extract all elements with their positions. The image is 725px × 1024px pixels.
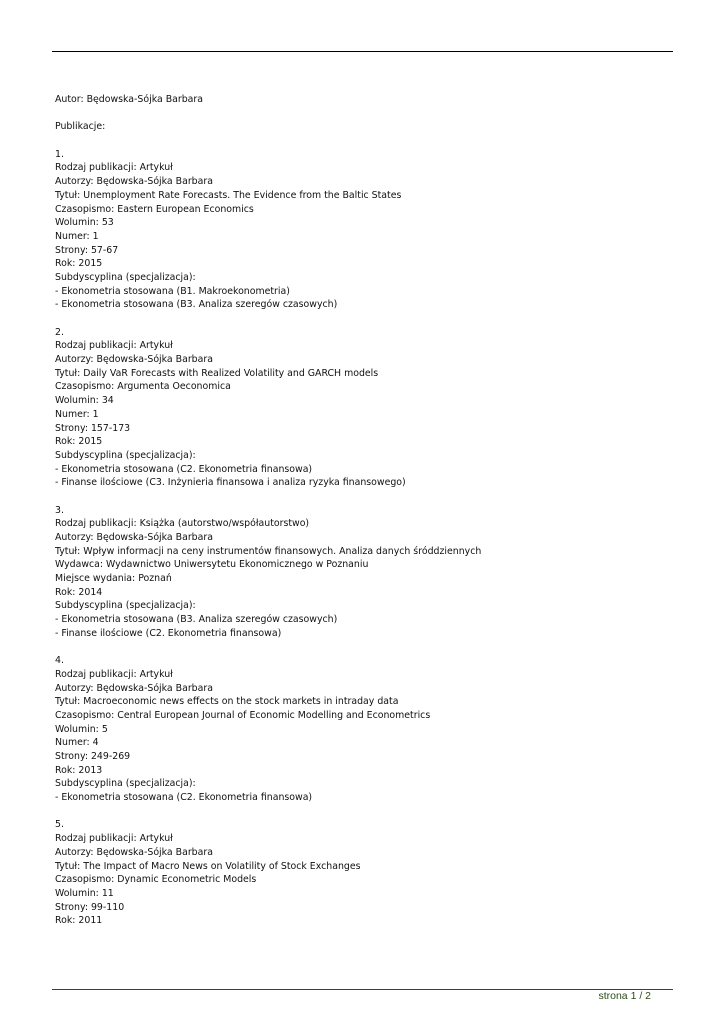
publication-field: Strony: 249-269 (55, 751, 131, 762)
publication-field: Autorzy: Będowska-Sójka Barbara (55, 176, 213, 188)
page-number: strona 1 / 2 (598, 990, 651, 1002)
publication-list (55, 148, 695, 928)
publication-field: Czasopismo: Eastern European Economics (55, 203, 254, 215)
publication-field: Numer: 4 (55, 737, 99, 749)
publication-field: Rodzaj publikacji: Książka (autorstwo/współautorstwo) (55, 518, 310, 530)
publication-field: Tytuł: Macroeconomic news effects on the stock markets in intraday data (55, 696, 399, 708)
publication-number: 2. (55, 326, 64, 338)
publication-field: Subdyscyplina (specjalizacja): (55, 600, 196, 612)
publication-number: 5. (55, 819, 64, 831)
publication-field: Rok: 2013 (55, 764, 103, 776)
publications-heading: Publikacje: (55, 121, 106, 133)
publication-field: Autorzy: Będowska-Sójka Barbara (55, 846, 213, 858)
publication-field: Tytuł: The Impact of Macro News on Volatility of Stock Exchanges (55, 860, 361, 872)
publication-field: Rok: 2015 (55, 258, 103, 270)
publication-field: Numer: 1 (55, 230, 99, 242)
publication-field: Rodzaj publikacji: Artykuł (55, 162, 173, 174)
header-rule (52, 51, 673, 52)
publication-field: - Finanse ilościowe (C2. Ekonometria finansowa) (55, 627, 282, 639)
publication-field: Numer: 1 (55, 408, 99, 420)
publication-field: Autorzy: Będowska-Sójka Barbara (55, 532, 213, 543)
publication-entry (55, 148, 695, 326)
publication-field: Autorzy: Będowska-Sójka Barbara (55, 354, 213, 366)
publication-field: - Ekonometria stosowana (B3. Analiza szeregów czasowych) (55, 299, 338, 311)
publication-entry (55, 818, 695, 928)
author-line: Autor: Będowska-Sójka Barbara (55, 94, 204, 105)
spacer (55, 134, 695, 148)
publication-field: Czasopismo: Dynamic Econometric Models (55, 874, 257, 886)
publication-entry (55, 504, 695, 655)
publication-number: 1. (55, 148, 64, 160)
publication-field: Tytuł: Wpływ informacji na ceny instrumentów finansowych. Analiza danych śróddziennych (55, 545, 482, 557)
publication-field: Wolumin: 53 (55, 217, 114, 229)
publication-entry (55, 654, 695, 818)
publication-field: Rok: 2011 (55, 915, 103, 927)
publication-field: Wolumin: 5 (55, 723, 108, 735)
publication-entry (55, 326, 695, 504)
spacer (55, 805, 695, 819)
publication-field: Wydawca: Wydawnictwo Uniwersytetu Ekonomicznego w Poznaniu (55, 559, 369, 571)
spacer (55, 490, 695, 504)
publication-field: Rok: 2015 (55, 436, 103, 448)
publication-field: Autorzy: Będowska-Sójka Barbara (55, 682, 213, 694)
publication-field: Rodzaj publikacji: Artykuł (55, 833, 173, 845)
publication-field: Subdyscyplina (specjalizacja): (55, 778, 196, 790)
publication-number: 3. (55, 504, 64, 516)
publication-field: Rodzaj publikacji: Artykuł (55, 340, 173, 352)
publication-field: Miejsce wydania: Poznań (55, 573, 172, 585)
publication-field: Czasopismo: Argumenta Oeconomica (55, 381, 231, 393)
publication-field: Strony: 99-110 (55, 901, 125, 913)
publication-field: Subdyscyplina (specjalizacja): (55, 271, 196, 283)
spacer (55, 641, 695, 655)
publication-number: 4. (55, 655, 64, 667)
spacer (55, 312, 695, 326)
publication-field: Tytuł: Daily VaR Forecasts with Realized Volatility and GARCH models (55, 367, 379, 379)
publication-field: - Ekonometria stosowana (C2. Ekonometria finansowa) (55, 463, 313, 475)
publication-field: - Ekonometria stosowana (B3. Analiza szeregów czasowych) (55, 614, 338, 626)
publication-field: - Ekonometria stosowana (B1. Makroekonometria) (55, 285, 290, 297)
publication-field: Strony: 157-173 (55, 422, 131, 434)
publication-field: - Ekonometria stosowana (C2. Ekonometria finansowa) (55, 792, 313, 804)
footer-rule (52, 989, 673, 990)
publication-field: Wolumin: 34 (55, 395, 114, 407)
document-body (55, 93, 695, 928)
publication-field: Wolumin: 11 (55, 887, 114, 899)
publication-field: Subdyscyplina (specjalizacja): (55, 449, 196, 461)
spacer (55, 107, 695, 121)
publication-field: Rok: 2014 (55, 586, 103, 598)
publication-field: Strony: 57-67 (55, 244, 119, 256)
publication-field: - Finanse ilościowe (C3. Inżynieria finansowa i analiza ryzyka finansowego) (55, 477, 406, 489)
publication-field: Rodzaj publikacji: Artykuł (55, 668, 173, 680)
publication-field: Czasopismo: Central European Journal of Economic Modelling and Econometrics (55, 709, 431, 721)
publication-field: Tytuł: Unemployment Rate Forecasts. The Evidence from the Baltic States (55, 189, 402, 201)
